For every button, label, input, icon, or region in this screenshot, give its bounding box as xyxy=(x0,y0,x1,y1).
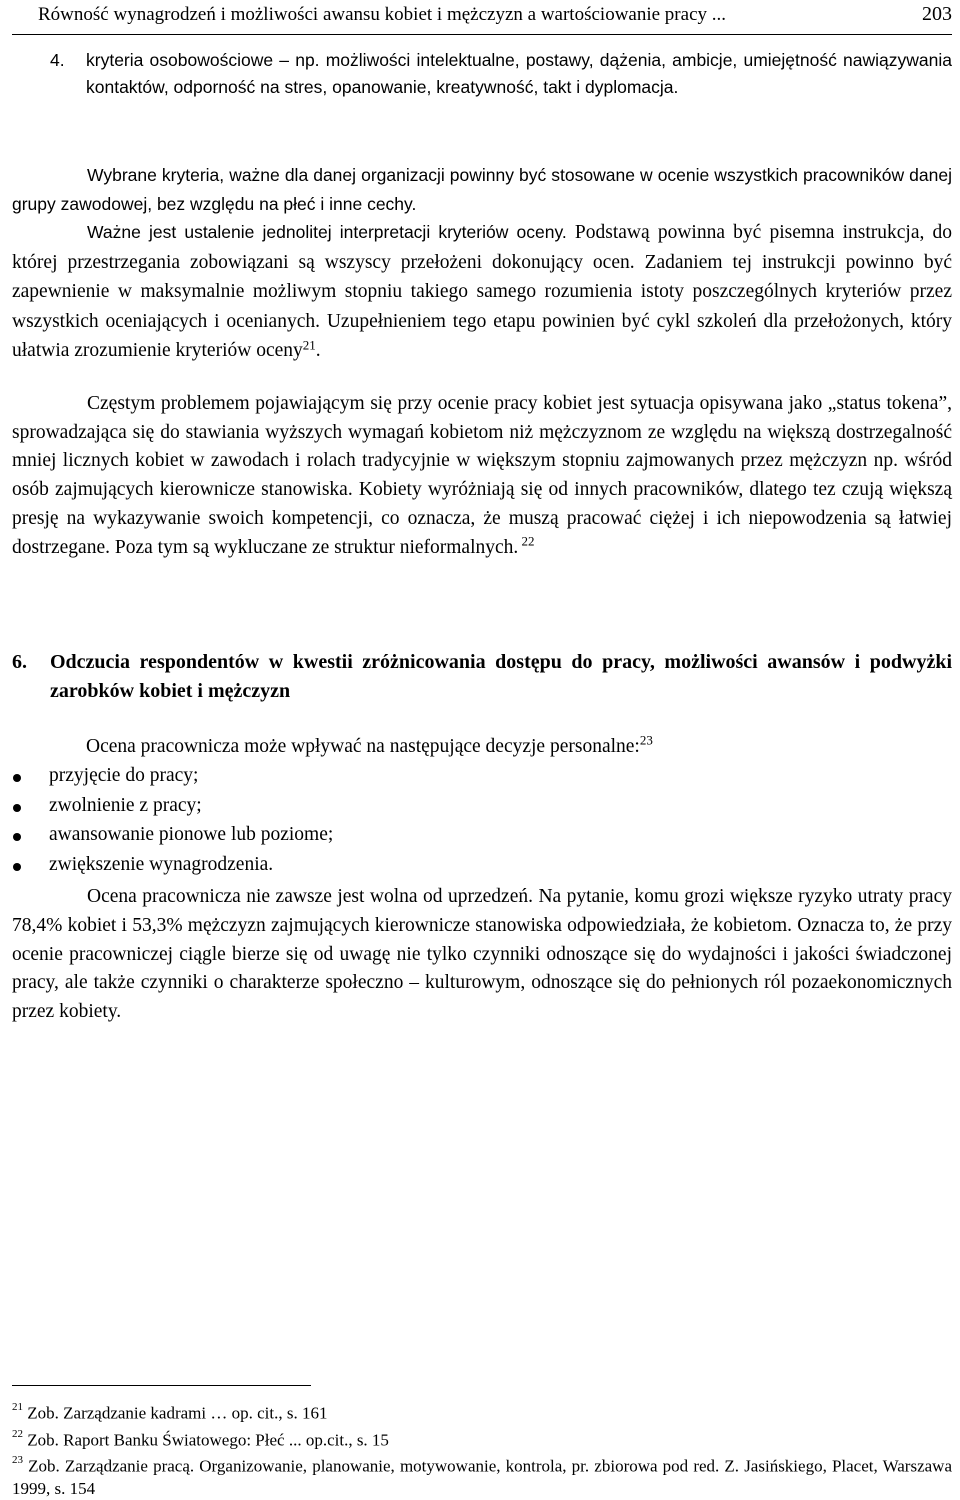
list-item-4 xyxy=(50,47,952,101)
page-number: 203 xyxy=(922,3,952,25)
decision-list xyxy=(12,762,952,880)
footnote-number: 23 xyxy=(12,1454,23,1467)
paragraph-sans-lead: Ważne jest ustalenie jednolitej interpretacji kryteriów oceny. xyxy=(87,222,567,242)
paragraph-serif-body: Podstawą powinna być pisemna instrukcja, do której przestrzegania zobowiązani są wszyscy przełożeni dokonujący ocen. Zadaniem tej instrukcji powinno być zapewnienie w maksymalnie możliwym stopniu takiego samego rozumienia istoty poszczególnych kryteriów przez wszystkich oceniających i ocenianych. Uzupełnieniem tego etapu powinien być cykl szkoleń dla przełożonych, który ułatwia zrozumienie kryteriów oceny xyxy=(12,222,953,361)
section-heading xyxy=(12,648,952,706)
paragraph-token-status xyxy=(12,390,952,562)
running-header xyxy=(12,0,952,35)
list-item-text: kryteria osobowościowe – np. możliwości intelektualne, postawy, dążenia, ambicje, umiejętność nawiązywania kontaktów, odporność na stres, opanowanie, kreatywność, takt i dyplomacja. xyxy=(86,50,952,97)
bullet-icon xyxy=(13,833,21,841)
footnote-ref-23: 23 xyxy=(639,732,653,748)
section-number: 6. xyxy=(12,651,27,673)
footnote-text: Zob. Raport Banku Światowego: Płeć ... op.cit., s. 15 xyxy=(23,1430,389,1450)
section-title: Odczucia respondentów w kwestii zróżnicowania dostępu do pracy, możliwości awansów i podwyżki zarobków kobiet i mężczyzn xyxy=(50,651,952,702)
paragraph-period: . xyxy=(315,340,321,361)
paragraph-interpretation xyxy=(12,218,952,367)
bullet-text: awansowanie pionowe lub poziome; xyxy=(49,824,334,845)
list-item xyxy=(12,792,952,822)
footnote-text: Zob. Zarządzanie kadrami … op. cit., s. 161 xyxy=(23,1403,328,1423)
list-item xyxy=(12,821,952,851)
intro-text: Ocena pracownicza może wpływać na następujące decyzje personalne: xyxy=(86,736,640,757)
paragraph-bias: Ocena pracownicza nie zawsze jest wolna od uprzedzeń. Na pytanie, komu grozi większe ryzyko utraty pracy 78,4% kobiet i 53,3% mężczyzn zajmujących kierownicze stanowiska odpowiedziała, że kobietom. Oznacza to, że przy ocenie pracowniczej ciągle bierze się od uwagę nie tylko czynniki odnoszące się do wydajności i jakości świadczonej pracy, ale także czynniki o charakterze społeczno – kulturowym, odnoszące się do pełnionych ról pozaekonomicznych przez kobiety. xyxy=(12,886,952,1023)
bullet-icon xyxy=(13,804,21,812)
footnote-divider xyxy=(12,1385,311,1386)
footnote-ref-21: 21 xyxy=(302,337,316,353)
header-title: Równość wynagrodzeń i możliwości awansu kobiet i mężczyzn a wartościowanie pracy ... xyxy=(38,4,726,25)
list-item xyxy=(12,851,952,881)
bullet-text: przyjęcie do pracy; xyxy=(49,765,199,786)
footnote-number: 21 xyxy=(12,1401,23,1413)
paragraph-text: Częstym problemem pojawiającym się przy ocenie pracy kobiet jest sytuacja opisywana jako „status tokena”, sprowadzająca się do stawiania wyższych wymagań kobietom niż mężczyznom ze względu na większą dostrzegalność mniej licznych kobiet w zawodach i rolach tradycyjnie w większym stopniu zajmowanych przez mężczyzn np. wśród osób zajmujących kierownicze stanowiska. Kobiety wyróżniają się od innych pracowników, dlatego tez czują większą presję na wykazywanie swoich kompetencji, co oznacza, że muszą pracować ciężej i ich niepowodzenia są łatwiej dostrzegane. Poza tym są wykluczane ze struktur nieformalnych. xyxy=(12,393,952,558)
footnote-ref-22: 22 xyxy=(518,533,535,549)
footnote-number: 22 xyxy=(12,1427,23,1440)
footnote-21 xyxy=(12,1398,952,1425)
bullet-text: zwiększenie wynagrodzenia. xyxy=(49,853,274,875)
bullet-icon xyxy=(13,863,21,871)
bullet-text: zwolnienie z pracy; xyxy=(49,794,202,816)
footnote-23 xyxy=(12,1451,952,1500)
intro-sentence xyxy=(86,733,952,761)
list-item xyxy=(12,762,952,792)
footnote-22 xyxy=(12,1425,952,1452)
footnotes xyxy=(12,1398,952,1500)
list-item-number: 4. xyxy=(50,50,65,70)
bullet-icon xyxy=(13,774,21,782)
paragraph-criteria: Wybrane kryteria, ważne dla danej organizacji powinny być stosowane w ocenie wszystkich pracowników danej grupy zawodowej, bez względu na płeć i inne cechy. xyxy=(12,165,952,214)
footnote-text: Zob. Zarządzanie pracą. Organizowanie, planowanie, motywowanie, kontrola, pr. zbiorowa pod red. Z. Jasińskiego, Placet, Warszawa 1999, s. 154 xyxy=(12,1456,952,1498)
